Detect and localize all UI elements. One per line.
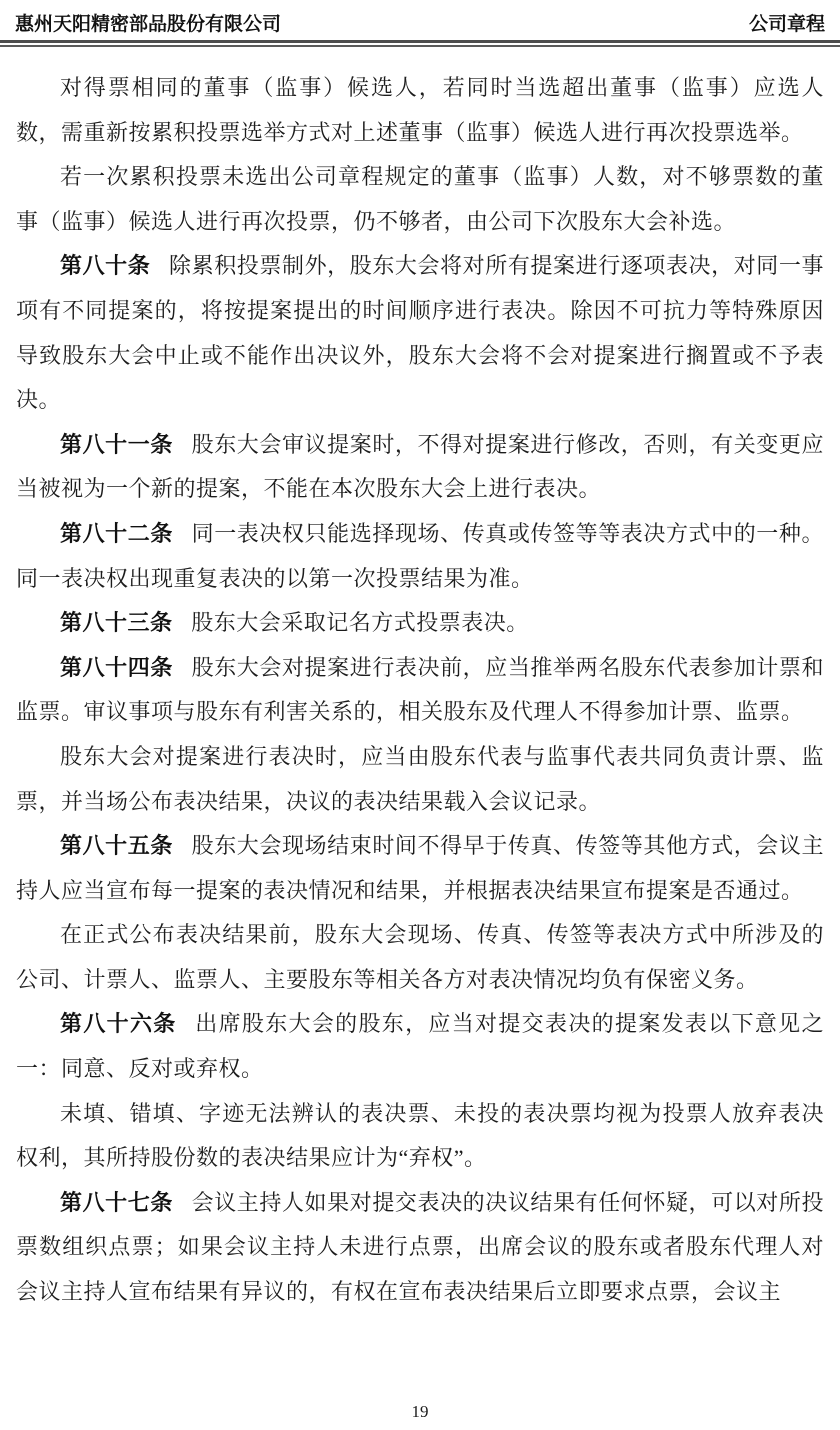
page-number: 19 (411, 1402, 429, 1421)
paragraph-article-85 (16, 824, 824, 913)
paragraph-text: 未填、错填、字迹无法辨认的表决票、未投的表决票均视为投票人放弃表决权利，其所持股份数的表决结果应计为“弃权”。 (16, 1100, 824, 1171)
paragraph (16, 1092, 824, 1181)
paragraph-article-81 (16, 423, 824, 512)
header-divider (0, 40, 840, 47)
article-number: 第八十六条 (60, 1011, 177, 1037)
paragraph-article-80 (16, 244, 824, 422)
paragraph-text: 对得票相同的董事（监事）候选人，若同时当选超出董事（监事）应选人数，需重新按累积投票选举方式对上述董事（监事）候选人进行再次投票选举。 (16, 75, 824, 145)
paragraph-text: 股东大会审议提案时，不得对提案进行修改，否则，有关变更应当被视为一个新的提案，不能在本次股东大会上进行表决。 (16, 431, 824, 502)
paragraph-article-82 (16, 512, 824, 601)
paragraph (16, 66, 824, 155)
paragraph-text: 股东大会现场结束时间不得早于传真、传签等其他方式，会议主持人应当宣布每一提案的表决情况和结果，并根据表决结果宣布提案是否通过。 (16, 833, 824, 903)
paragraph-text: 会议主持人如果对提交表决的决议结果有任何怀疑，可以对所投票数组织点票；如果会议主持人未进行点票，出席会议的股东或者股东代理人对会议主持人宣布结果有异议的，有权在宣布表决结果后立即要求点票，会议主 (16, 1189, 824, 1305)
paragraph-article-84 (16, 646, 824, 735)
paragraph-text: 出席股东大会的股东，应当对提交表决的提案发表以下意见之一：同意、反对或弃权。 (16, 1011, 824, 1082)
paragraph-text: 同一表决权只能选择现场、传真或传签等等表决方式中的一种。同一表决权出现重复表决的以第一次投票结果为准。 (16, 520, 824, 591)
article-number: 第八十条 (60, 253, 151, 279)
paragraph-article-83 (16, 601, 824, 646)
article-number: 第八十七条 (60, 1189, 173, 1215)
article-number: 第八十二条 (60, 520, 173, 546)
article-number: 第八十一条 (60, 431, 173, 457)
paragraph-text: 股东大会对提案进行表决前，应当推举两名股东代表参加计票和监票。审议事项与股东有利害关系的，相关股东及代理人不得参加计票、监票。 (16, 654, 824, 725)
paragraph (16, 155, 824, 244)
page-header (0, 0, 840, 40)
paragraph-text: 除累积投票制外，股东大会将对所有提案进行逐项表决，对同一事项有不同提案的，将按提案提出的时间顺序进行表决。除因不可抗力等特殊原因导致股东大会中止或不能作出决议外，股东大会将不会对提案进行搁置或不予表决。 (16, 253, 824, 413)
paragraph-text: 若一次累积投票未选出公司章程规定的董事（监事）人数，对不够票数的董事（监事）候选人进行再次投票，仍不够者，由公司下次股东大会补选。 (16, 164, 824, 234)
document-body (0, 66, 840, 1315)
paragraph-text: 股东大会对提案进行表决时，应当由股东代表与监事代表共同负责计票、监票，并当场公布表决结果，决议的表决结果载入会议记录。 (16, 743, 824, 814)
paragraph-article-87 (16, 1181, 824, 1315)
article-number: 第八十五条 (60, 833, 173, 859)
article-number: 第八十四条 (60, 654, 173, 680)
paragraph-article-86 (16, 1002, 824, 1091)
paragraph-text: 在正式公布表决结果前，股东大会现场、传真、传签等表决方式中所涉及的公司、计票人、监票人、主要股东等相关各方对表决情况均负有保密义务。 (16, 922, 824, 992)
header-company-name: 惠州天阳精密部品股份有限公司 (15, 14, 282, 35)
header-document-title: 公司章程 (748, 14, 825, 35)
paragraph (16, 913, 824, 1002)
paragraph (16, 735, 824, 824)
article-number: 第八十三条 (60, 610, 173, 636)
paragraph-text: 股东大会采取记名方式投票表决。 (191, 610, 529, 636)
